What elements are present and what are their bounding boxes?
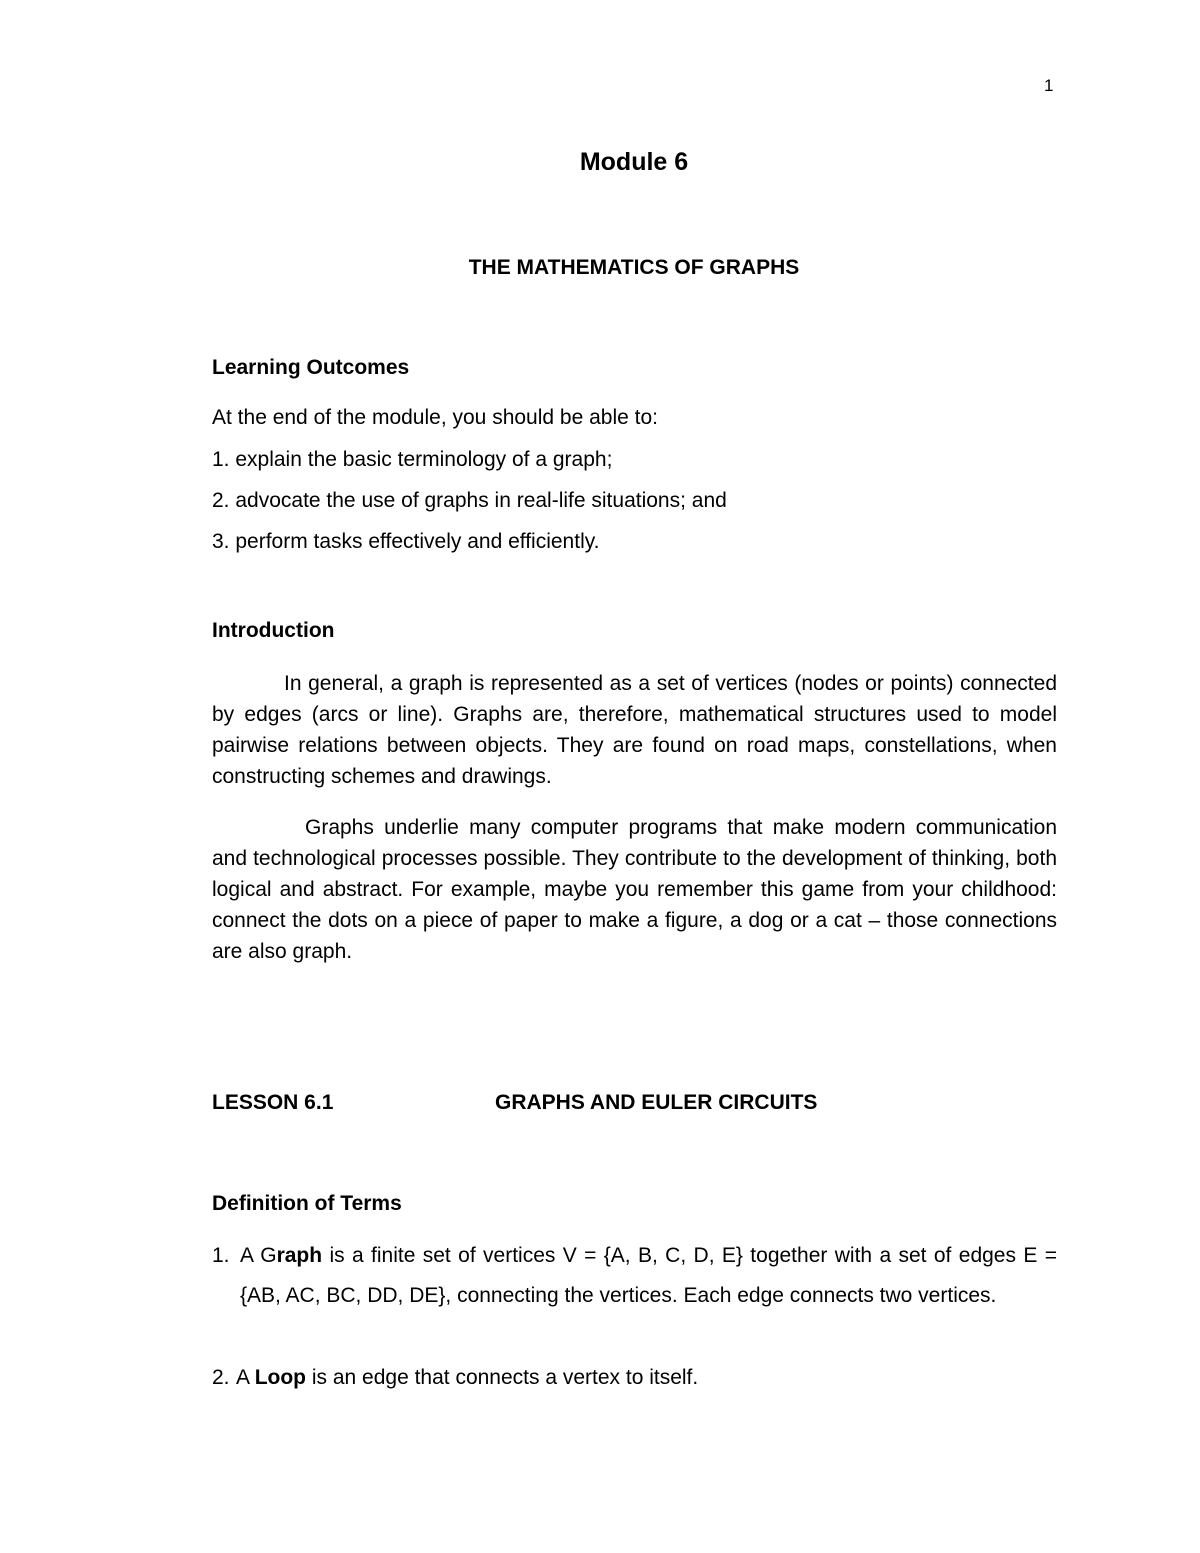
introduction-paragraph: In general, a graph is represented as a set of vertices (nodes or points) connected by edges (arcs or line). Graphs are, therefore, mathematical structures used to model pairwise relations between objects. They are found on road maps, constellations, when constructing schemes and drawings.	[212, 672, 1057, 788]
learning-outcomes-heading: Learning Outcomes	[212, 356, 410, 379]
main-title: THE MATHEMATICS OF GRAPHS	[468, 256, 800, 279]
learning-outcome-item: 2. advocate the use of graphs in real-life situations; and	[212, 489, 727, 512]
definition-body	[240, 1236, 1057, 1316]
definition-item	[212, 1358, 1057, 1398]
definition-item	[212, 1236, 1057, 1316]
lesson-title: GRAPHS AND EULER CIRCUITS	[495, 1091, 818, 1114]
definitions-heading: Definition of Terms	[212, 1192, 402, 1215]
definition-number: 1.	[212, 1244, 230, 1267]
learning-outcome-item: 3. perform tasks effectively and efficiently.	[212, 530, 600, 553]
learning-outcomes-intro: At the end of the module, you should be able to:	[212, 406, 658, 429]
definition-body	[236, 1358, 1057, 1398]
definition-text: is a finite set of vertices V = {A, B, C, D, E} together with a set of edges E = {AB, AC, BC, DD, DE}, connecting the vertices. Each edge connects two vertices.	[240, 1244, 1057, 1307]
module-title: Module 6	[579, 148, 689, 176]
definition-text: is an edge that connects a vertex to itself.	[306, 1366, 699, 1389]
learning-outcome-item: 1. explain the basic terminology of a graph;	[212, 448, 613, 471]
definition-prefix: A G	[240, 1244, 277, 1267]
page-number: 1	[1044, 76, 1054, 95]
definition-term: raph	[276, 1244, 323, 1267]
definition-term: Loop	[254, 1366, 306, 1389]
introduction-heading: Introduction	[212, 619, 335, 642]
lesson-label: LESSON 6.1	[212, 1091, 334, 1114]
introduction-paragraph: Graphs underlie many computer programs that make modern communication and technological processes possible. They contribute to the development of thinking, both logical and abstract. For example, maybe you remember this game from your childhood: connect the dots on a piece of paper to make a figure, a dog or a cat – those connections are also graph.	[212, 816, 1057, 963]
definition-prefix: A	[236, 1366, 255, 1389]
definition-number: 2.	[212, 1366, 230, 1389]
